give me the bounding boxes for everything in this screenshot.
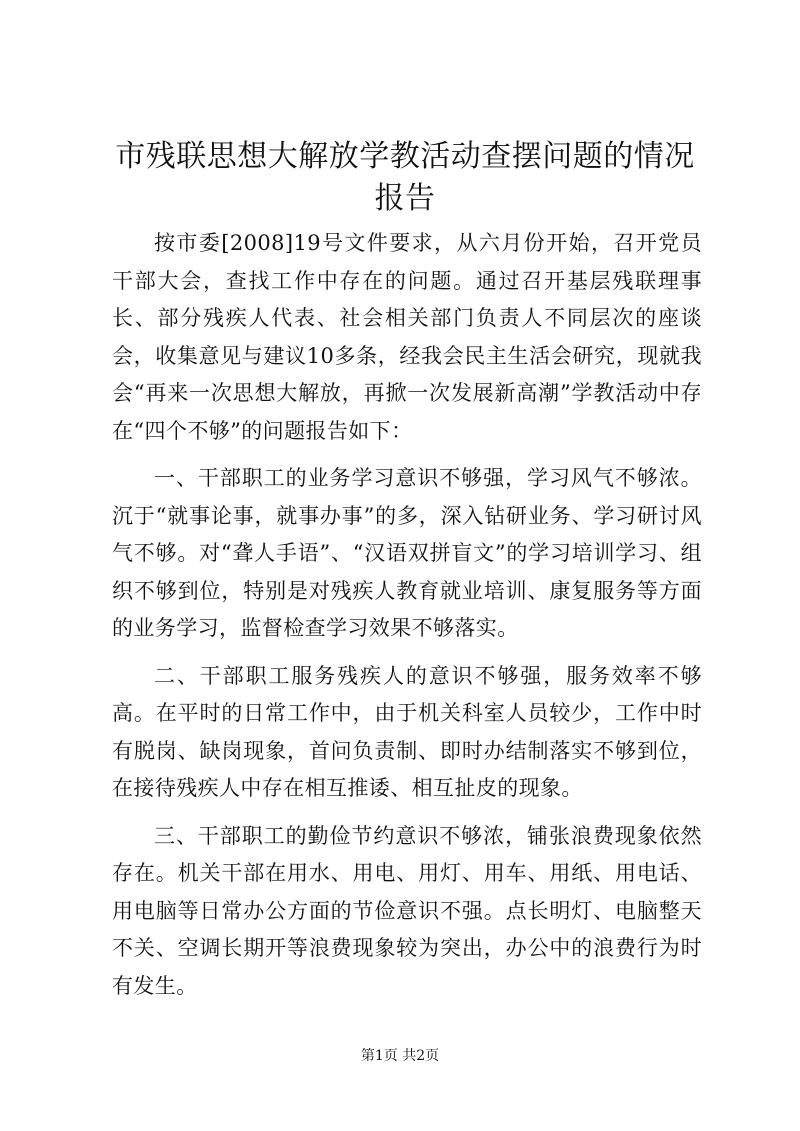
- page-number-footer: 第1页 共2页: [360, 1048, 440, 1064]
- paragraph-point-2: 二、干部职工服务残疾人的意识不够强，服务效率不够高。在平时的日常工作中，由于机关科室人员较少，工作中时有脱岗、缺岗现象，首问负责制、即时办结制落实不够到位，在接待残疾人中存在相互推诿、相互扯皮的现象。: [112, 663, 702, 800]
- paragraph-point-1: 一、干部职工的业务学习意识不够强，学习风气不够浓。沉于“就事论事，就事办事”的多，深入钻研业务、学习研讨风气不够。对“聋人手语”、“汉语双拼盲文”的学习培训学习、组织不够到位，特别是对残疾人教育就业培训、康复服务等方面的业务学习，监督检查学习效果不够落实。: [112, 466, 702, 640]
- paragraph-intro: 按市委[2008]19号文件要求，从六月份开始，召开党员干部大会，查找工作中存在的问题。通过召开基层残联理事长、部分残疾人代表、社会相关部门负责人不同层次的座谈会，收集意见与建议10多条，经我会民主生活会研究，现就我会“再来一次思想大解放，再掀一次发展新高潮”学教活动中存在“四个不够”的问题报告如下：: [112, 231, 702, 443]
- paragraph-point-3: 三、干部职工的勤俭节约意识不够浓，铺张浪费现象依然存在。机关干部在用水、用电、用灯、用车、用纸、用电话、用电脑等日常办公方面的节俭意识不强。点长明灯、电脑整天不关、空调长期开等浪费现象较为突出，办公中的浪费行为时有发生。: [112, 823, 702, 998]
- document-body: [112, 225, 702, 1015]
- document-title: 市残联思想大解放学教活动查摆问题的情况报告: [115, 139, 695, 216]
